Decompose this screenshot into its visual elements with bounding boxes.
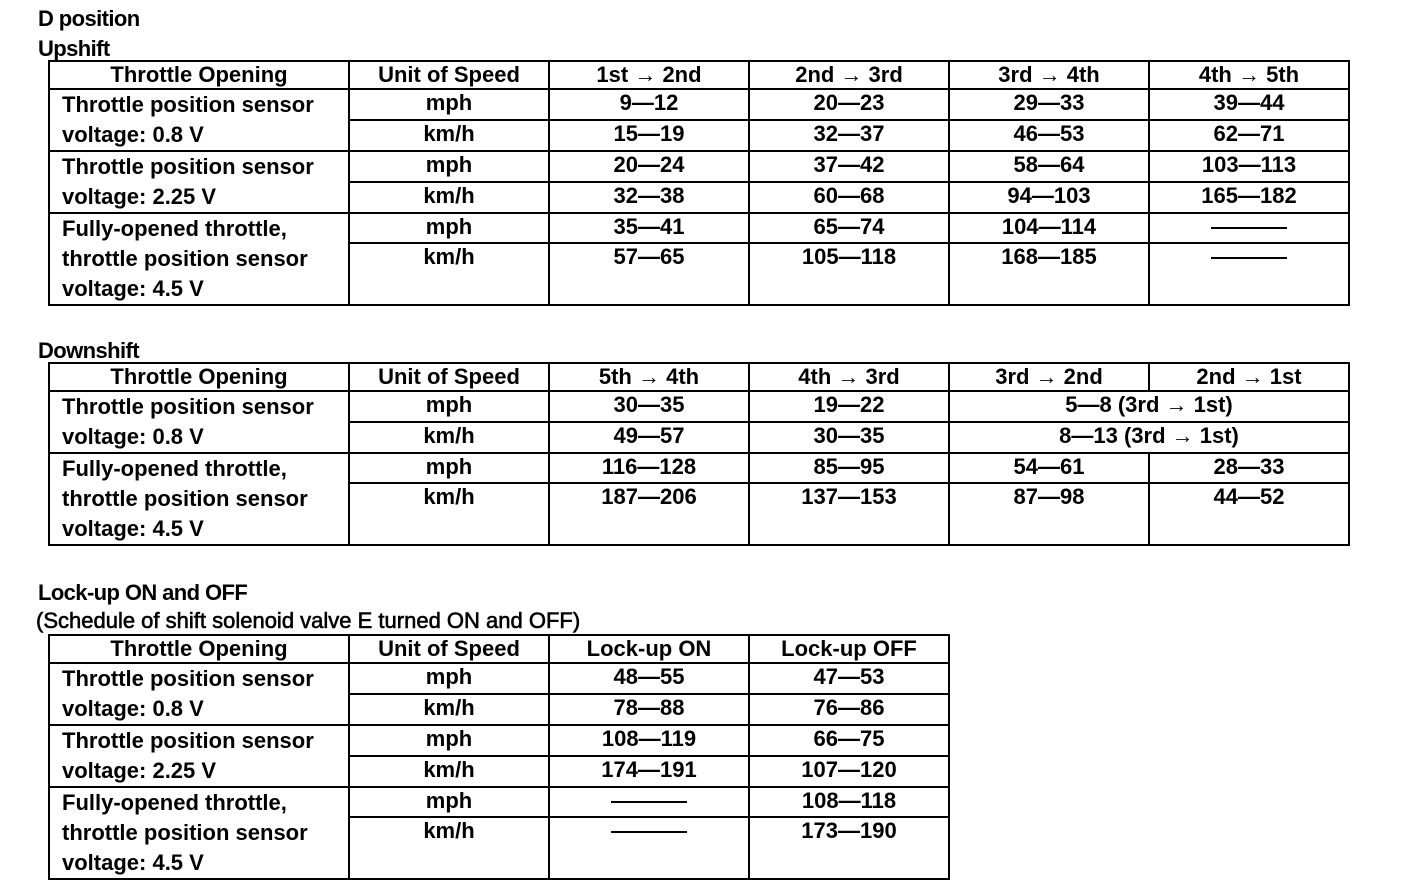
not-applicable-dash: [549, 817, 749, 879]
unit-cell: mph: [349, 391, 549, 422]
unit-cell: mph: [349, 663, 549, 694]
speed-cell: 108—118: [749, 787, 949, 817]
speed-cell: 47—53: [749, 663, 949, 694]
table-row: [49, 89, 1349, 120]
downshift-header-row: [49, 363, 1349, 391]
table-row: [49, 391, 1349, 422]
speed-cell: 29—33: [949, 89, 1149, 120]
speed-cell: 19—22: [749, 391, 949, 422]
downshift-opening-0-8v: Throttle position sensor voltage: 0.8 V: [49, 391, 349, 453]
lockup-table: [48, 634, 950, 880]
speed-cell: 44—52: [1149, 483, 1349, 545]
speed-cell: 57—65: [549, 243, 749, 305]
unit-cell: km/h: [349, 817, 549, 879]
speed-cell: 107—120: [749, 756, 949, 787]
speed-cell: 87—98: [949, 483, 1149, 545]
table-row: [49, 725, 949, 756]
unit-cell: mph: [349, 213, 549, 243]
unit-cell: km/h: [349, 756, 549, 787]
speed-cell: 30—35: [749, 422, 949, 453]
upshift-header-unit-of-speed: Unit of Speed: [349, 61, 549, 89]
downshift-header-5th-4th: 5th → 4th: [549, 363, 749, 391]
unit-cell: km/h: [349, 483, 549, 545]
not-applicable-dash: [1149, 243, 1349, 305]
speed-cell: 32—38: [549, 182, 749, 213]
lockup-header-unit-of-speed: Unit of Speed: [349, 635, 549, 663]
page-title: D position: [38, 6, 140, 31]
upshift-opening-2-25v: Throttle position sensor voltage: 2.25 V: [49, 151, 349, 213]
speed-cell: 9—12: [549, 89, 749, 120]
speed-cell: 60—68: [749, 182, 949, 213]
unit-cell: km/h: [349, 243, 549, 305]
speed-cell: 54—61: [949, 453, 1149, 483]
speed-cell: 65—74: [749, 213, 949, 243]
unit-cell: mph: [349, 453, 549, 483]
speed-cell: 165—182: [1149, 182, 1349, 213]
speed-cell: 35—41: [549, 213, 749, 243]
table-row: [49, 213, 1349, 243]
lockup-header-lockup-on: Lock-up ON: [549, 635, 749, 663]
merged-speed-cell: 8—13 (3rd → 1st): [949, 422, 1349, 453]
downshift-header-3rd-2nd: 3rd → 2nd: [949, 363, 1149, 391]
speed-cell: 168—185: [949, 243, 1149, 305]
speed-cell: 173—190: [749, 817, 949, 879]
unit-cell: mph: [349, 725, 549, 756]
speed-cell: 103—113: [1149, 151, 1349, 182]
table-row: [49, 663, 949, 694]
upshift-header-4th-5th: 4th → 5th: [1149, 61, 1349, 89]
lockup-header-row: [49, 635, 949, 663]
unit-cell: mph: [349, 787, 549, 817]
upshift-opening-0-8v: Throttle position sensor voltage: 0.8 V: [49, 89, 349, 151]
table-row: [49, 151, 1349, 182]
unit-cell: km/h: [349, 182, 549, 213]
downshift-table: [48, 362, 1350, 546]
speed-cell: 137—153: [749, 483, 949, 545]
unit-cell: km/h: [349, 120, 549, 151]
not-applicable-dash: [1149, 213, 1349, 243]
table-row: [49, 787, 949, 817]
downshift-header-unit-of-speed: Unit of Speed: [349, 363, 549, 391]
downshift-opening-full: Fully-opened throttle, throttle position sensor voltage: 4.5 V: [49, 453, 349, 545]
lockup-header-throttle-opening: Throttle Opening: [49, 635, 349, 663]
speed-cell: 85—95: [749, 453, 949, 483]
speed-cell: 15—19: [549, 120, 749, 151]
lockup-header-lockup-off: Lock-up OFF: [749, 635, 949, 663]
speed-cell: 116—128: [549, 453, 749, 483]
speed-cell: 104—114: [949, 213, 1149, 243]
upshift-header-1st-2nd: 1st → 2nd: [549, 61, 749, 89]
merged-speed-cell: 5—8 (3rd → 1st): [949, 391, 1349, 422]
speed-cell: 20—23: [749, 89, 949, 120]
speed-cell: 39—44: [1149, 89, 1349, 120]
upshift-header-throttle-opening: Throttle Opening: [49, 61, 349, 89]
speed-cell: 66—75: [749, 725, 949, 756]
speed-cell: 30—35: [549, 391, 749, 422]
speed-cell: 94—103: [949, 182, 1149, 213]
speed-cell: 58—64: [949, 151, 1149, 182]
upshift-table: [48, 60, 1350, 306]
table-row: [49, 453, 1349, 483]
downshift-heading: Downshift: [38, 338, 139, 363]
speed-cell: 76—86: [749, 694, 949, 725]
speed-cell: 174—191: [549, 756, 749, 787]
speed-cell: 62—71: [1149, 120, 1349, 151]
speed-cell: 46—53: [949, 120, 1149, 151]
speed-cell: 28—33: [1149, 453, 1349, 483]
speed-cell: 20—24: [549, 151, 749, 182]
upshift-opening-full: Fully-opened throttle, throttle position sensor voltage: 4.5 V: [49, 213, 349, 305]
lockup-opening-full: Fully-opened throttle, throttle position sensor voltage: 4.5 V: [49, 787, 349, 879]
lockup-heading: Lock-up ON and OFF: [38, 580, 248, 605]
speed-cell: 48—55: [549, 663, 749, 694]
speed-cell: 187—206: [549, 483, 749, 545]
not-applicable-dash: [549, 787, 749, 817]
downshift-header-4th-3rd: 4th → 3rd: [749, 363, 949, 391]
speed-cell: 105—118: [749, 243, 949, 305]
speed-cell: 32—37: [749, 120, 949, 151]
upshift-header-row: [49, 61, 1349, 89]
lockup-subheading: (Schedule of shift solenoid valve E turned ON and OFF): [36, 608, 581, 633]
upshift-header-2nd-3rd: 2nd → 3rd: [749, 61, 949, 89]
speed-cell: 108—119: [549, 725, 749, 756]
upshift-header-3rd-4th: 3rd → 4th: [949, 61, 1149, 89]
speed-cell: 78—88: [549, 694, 749, 725]
unit-cell: km/h: [349, 422, 549, 453]
lockup-opening-0-8v: Throttle position sensor voltage: 0.8 V: [49, 663, 349, 725]
downshift-header-throttle-opening: Throttle Opening: [49, 363, 349, 391]
downshift-header-2nd-1st: 2nd → 1st: [1149, 363, 1349, 391]
speed-cell: 49—57: [549, 422, 749, 453]
lockup-opening-2-25v: Throttle position sensor voltage: 2.25 V: [49, 725, 349, 787]
unit-cell: km/h: [349, 694, 549, 725]
unit-cell: mph: [349, 89, 549, 120]
speed-cell: 37—42: [749, 151, 949, 182]
upshift-heading: Upshift: [38, 36, 110, 61]
unit-cell: mph: [349, 151, 549, 182]
